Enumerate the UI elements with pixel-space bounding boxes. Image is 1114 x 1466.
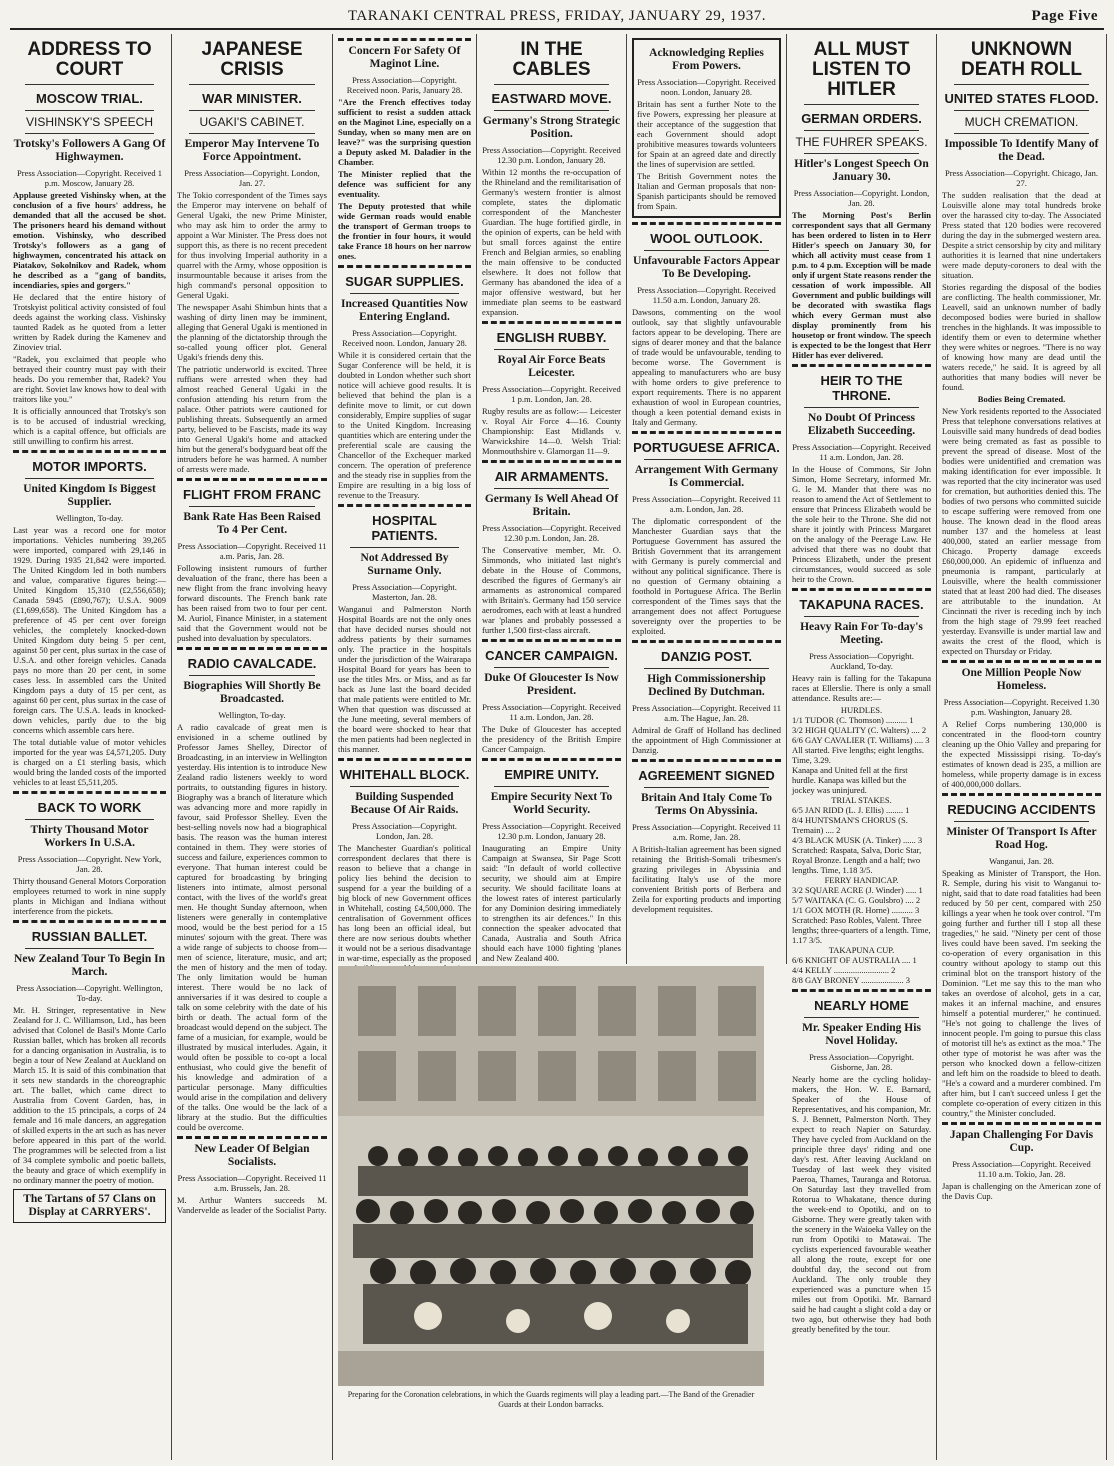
sub-war-minister: WAR MINISTER. <box>202 91 302 106</box>
headline-heir-to-throne: HEIR TO THE THRONE. <box>820 373 903 403</box>
article-body: M. Arthur Wanters succeeds M. Vandervelde as leader of the Socialist Party. <box>177 1195 327 1215</box>
band-photo-image <box>338 966 764 1386</box>
headline-reducing-accidents: REDUCING ACCIDENTS <box>947 802 1096 817</box>
headline-russian-ballet: RUSSIAN BALLET. <box>31 929 148 944</box>
article-body: The British Government notes the Italian and German proposals that non-Spanish participants should be removed from Spain. <box>637 171 776 211</box>
dateline: Press Association—Copyright. Received 11 a.m. London, Jan. 28. <box>482 702 621 722</box>
race-result-line: 3/2 SQUARE ACRE (J. Winder) ..... 1 <box>792 885 923 895</box>
article-body: It is officially announced that Trotsky's son is to be accused of industrial wrecking, which is a capital offence, but officials are still unwilling to confirm his arrest. <box>13 406 166 446</box>
article-body: The diplomatic correspondent of the Manchester Guardian says that the Portuguese Government has assured the British Government that its arrangement with Germany is purely commercial and without any political significance. There is no question of Germany obtaining a foothold in Portuguese Africa. The Berlin correspondent of the Times says that the arrangement does not affect Portuguese sovereignty over the properties to be exploited. <box>632 516 781 636</box>
dateline: Press Association—Copyright. Received noon. London, January 28. <box>342 328 467 348</box>
article-body: A Relief Corps numbering 130,000 is concentrated in the flood-torn country cleaning up the Ohio Valley and preparing for the expected Mississippi rising. To-day's estimates of known dead is 235, a million are homeless, while property damage is in excess of 400,000,000 dollars. <box>942 719 1101 789</box>
article-body: The Morning Post's Berlin correspondent says that all Germany has been ordered to listen in to Herr Hitler's speech on January 30, for which all activity must cease from 1 p.m. to 4 p.m. Exception will be made only if urgent State reasons render the cessation of work impossible. All Government and public buildings will be decorated with swastika flags which every German must also display prominently from his housetop or front window. The speech is expected to be the longest that Herr Hitler has ever delivered. <box>792 210 931 360</box>
dateline: Press Association—Copyright. Received 12.30 p.m. London, January 28. <box>482 145 621 165</box>
race-result-line: 8/8 GAY BRONEY .................... 3 <box>792 975 911 985</box>
headline-danzig: DANZIG POST. <box>660 649 752 664</box>
headline-english-rugby: ENGLISH RUBBY. <box>496 330 607 345</box>
article-body: The Tokio correspondent of the Times says the Emperor may intervene on behalf of General Ugaki, the new Prime Minister, who may ask him to order the army to appoint a War Minister. The Press does not support this, as there is no recent precedent for thus involving Imperial authority in a quarrel with the Army, whose opposition is insurmountable because it arises from the high command's personal opposition to General Ugaki. <box>177 190 327 300</box>
article-body: Mr. H. Stringer, representative in New Zealand for J. C. Williamson, Ltd., has been advised that Colonel de Basil's Monte Carlo Russian ballet, which has broken all records for a dancing organisation in Australia, is to begin a tour of New Zealand at Auckland on March 15. It is said of this combination that it sets new standards in the choreographic art. The ballet, which came direct to Australia from Covent Garden, has, in addition to the 15 principals, a corps of 24 female and 16 male dancers, an aggregation of skilled experts in the art such as has never before appeared in this part of the world. The programmes will be selected from a list of 34 complete symbolic and poetic ballets, the beauty and grace of which exemplify in no ordinary manner the poetry of motion. <box>13 1005 166 1185</box>
dateline: Press Association—Copyright. Received 1 p.m. Moscow, January 28. <box>17 168 162 188</box>
race-result-line: Kanapa and United fell at the first hurdle. Kanapa was killed but the jockey was uninjured. <box>792 765 908 795</box>
column-4 <box>477 34 627 964</box>
column-7 <box>937 34 1107 1460</box>
article-body: Within 12 months the re-occupation of the Rhineland and the remilitarisation of Germany's western frontier is almost complete, states the diplomatic correspondent of the Manchester Guardian. The huge fortified girdle, in the opinion of experts, can be held with but small forces against the entire French and Belgian armies, so enabling the main offensive to be conducted elsewhere. It does not follow that Germany has abandoned the idea of a major offensive westward, but her immediate plan seems to be eastward expansion. <box>482 167 621 317</box>
dateline: Press Association—Copyright. Received 11 a.m. Rome, Jan. 28. <box>632 822 781 842</box>
deck-hospital: Not Addressed By Surname Only. <box>360 552 449 577</box>
article-body: The newspaper Asahi Shimbun hints that a washing of dirty linen may be imminent, alleging that General Ugaki is mentioned in the planning of the dictatorship through the so-called young officer plot. General Ugaki's friends deny this. <box>177 302 327 362</box>
sub-moscow-trial: MOSCOW TRIAL. <box>36 91 143 106</box>
dateline: Press Association—Copyright. Received 12.30 p.m. London, January 28. <box>482 821 621 841</box>
deck-radio: Biographies Will Shortly Be Broadcasted. <box>183 680 321 705</box>
race-result-line: FERRY HANDICAP. <box>824 875 899 885</box>
dateline: Press Association—Copyright. New York, Jan. 28. <box>17 854 162 874</box>
headline-agreement-signed: AGREEMENT SIGNED <box>638 768 775 783</box>
dateline: Wellington, To-day. <box>218 710 286 720</box>
deck-nearly-home: Mr. Speaker Ending His Novel Holiday. <box>802 1022 921 1047</box>
headline-hospital: HOSPITAL PATIENTS. <box>371 513 438 543</box>
column-6 <box>787 34 937 1460</box>
masthead <box>10 6 1104 30</box>
deck-sugar: Increased Quantities Now Entering England. <box>341 298 468 323</box>
deck-races: Heavy Rain For To-day's Meeting. <box>800 621 923 646</box>
race-result-line: 6/6 KNIGHT OF AUSTRALIA .... 1 <box>792 955 917 965</box>
headline-nearly-home: NEARLY HOME <box>814 998 909 1013</box>
headline-wool: WOOL OUTLOOK. <box>650 231 763 246</box>
sub-german-orders: GERMAN ORDERS. <box>801 111 922 126</box>
headline-address-to-court: ADDRESS TO COURT <box>27 39 152 80</box>
subhead-bodies-cremated: Bodies Being Cremated. <box>977 394 1066 404</box>
article-body: Stories regarding the disposal of the bodies are conflicting. The health commissioner, Mr. Leavell, said an unknown number of badly decomposed bodies were buried in shallow trenches in the highlands. It was impossible to identify them or even to determine whether they were whites or negroes. "There is no way of knowing how many are dead until the waters recede," he said. It is agreed by all authorities that many bodies will never be found. <box>942 282 1101 392</box>
deck-cancer: Duke Of Gloucester Is Now President. <box>484 672 619 697</box>
headline-sugar: SUGAR SUPPLIES. <box>345 274 464 289</box>
deck-wool: Unfavourable Factors Appear To Be Developing. <box>633 255 780 280</box>
dateline: Press Association—Copyright. Chicago, Jan. 27. <box>945 168 1098 188</box>
deck-emperor: Emperor May Intervene To Force Appointment. <box>184 138 320 163</box>
headline-japanese-crisis: JAPANESE CRISIS <box>201 39 303 80</box>
dateline: Press Association—Copyright. Received 1.30 p.m. Washington, January 28. <box>943 697 1100 717</box>
article-body: Thirty thousand General Motors Corporation employees returned to work in nine supply plants in Michigan and Indiana without interference from the pickets. <box>13 876 166 916</box>
deck-davis-cup: Japan Challenging For Davis Cup. <box>949 1129 1094 1154</box>
dateline: Press Association—Copyright. Received 1 p.m. London, Jan. 28. <box>482 384 621 404</box>
article-body: "Are the French effectives today sufficient to resist a sudden attack on the Maginot Line, especially on a Sunday, when so many men are on leave?" was the surprising question a Deputy asked M. Daladier in the Chamber. <box>338 97 471 167</box>
sub-ugaki: UGAKI'S CABINET. <box>199 115 305 129</box>
article-body: In the House of Commons, Sir John Simon, Home Secretary, informed Mr. G. le M. Mander that there was no reason to amend the Act of Settlement to ensure that Princess Elizabeth would be the sole heir to the Throne. She did not share it jointly with Princess Margaret on the analogy of the Peerage Law. He advised that there was no doubt that Princess Elizabeth, under the present circumstances, would succeed as sole heir to the Crown. <box>792 464 931 584</box>
dateline: Press Association—Copyright. Received noon. Paris, January 28. <box>346 75 463 95</box>
article-body: Following insistent rumours of further devaluation of the franc, there has been a new flight from the franc involving heavy forward discounts. The French bank rate has been raised from two to four per cent. M. Auriol, Finance Minister, in a statement said that the Government would not be pushed into devaluation by speculators. <box>177 563 327 643</box>
article-body: The Minister replied that the defence was sufficient for any eventuality. <box>338 169 471 199</box>
deck-whitehall: Building Suspended Because Of Air Raids. <box>350 791 459 816</box>
article-body: Admiral de Graff of Holland has declined the appointment of High Commissioner at Danzig. <box>632 725 781 755</box>
headline-all-must-listen: ALL MUST LISTEN TO HITLER <box>812 39 911 100</box>
headline-cancer-campaign: CANCER CAMPAIGN. <box>485 648 618 663</box>
dateline: Press Association—Copyright. Received noon. London, January 28. <box>637 77 776 97</box>
article-body: The patriotic underworld is excited. Three ruffians were arrested when they had almost reached General Ugaki in the confusion attending his return from the palace. Other patriots were cautioned for publishing threats. Subsequently an armed party, believed to be Fascists, made its way into General Ugaki's home and attacked him but the general's bodyguard beat off the intruders before he was harmed. A number of arrests were made. <box>177 364 327 474</box>
deck-motor: United Kingdom Is Biggest Supplier. <box>23 483 156 508</box>
deck-danzig: High Commissionership Declined By Dutchman. <box>647 673 766 698</box>
column-5 <box>627 34 787 964</box>
dateline: Press Association—Copyright. Wellington, To-day. <box>16 983 163 1003</box>
race-result-line: 4/4 KELLY .......................... 2 <box>792 965 896 975</box>
article-body: The total dutiable value of motor vehicles imported for the year was £4,571,205. Duty is charged on a £1 sterling basis, which would bring the landed costs of the imported vehicles to at least £5,511,205. <box>13 737 166 787</box>
sub-eastward-move: EASTWARD MOVE. <box>491 91 612 106</box>
sub-fuhrer: THE FUHRER SPEAKS. <box>795 135 928 149</box>
article-body: "Radek, you exclaimed that people who betrayed their country must pay with their heads. Do you remember that, Radek? You are right. Soviet law knows how to deal with traitors like you." <box>13 354 166 404</box>
race-result-line: 1/1 GOX MOTH (R. Horne) .......... 3 <box>792 905 920 915</box>
dateline: Press Association—Copyright. Received 11 a.m. London, Jan. 28. <box>792 442 931 462</box>
deck-million-homeless: One Million People Now Homeless. <box>961 667 1082 692</box>
deck-franc: Bank Rate Has Been Raised To 4 Per Cent. <box>183 511 321 536</box>
article-body: Rugby results are as follow:— Leicester v. Royal Air Force 4—16. County Championship: East Midlands v. Warwickshire 14—0. Welsh Trial: Monmouthshire v. Glamorgan 11—9. <box>482 406 621 456</box>
race-result-line: TRIAL STAKES. <box>831 795 892 805</box>
dateline: Press Association—Copyright. Auckland, To-day. <box>809 651 914 671</box>
dateline: Press Association—Copyright. London, Jan. 28. <box>793 188 930 208</box>
deck-empire: Empire Security Next To World Security. <box>490 791 613 816</box>
race-results <box>792 705 931 985</box>
deck-rugby: Royal Air Force Beats Leicester. <box>497 354 606 379</box>
race-result-line: 6/6 GAY CAVALIER (T. Williams) .... 3 <box>792 735 930 745</box>
photo-caption: Preparing for the Coronation celebrations, in which the Guards regiments will play a leading part.—The Band of the Grenadier Guards at their London barracks. <box>347 1390 755 1409</box>
deck-maginot: Concern For Safety Of Maginot Line. <box>348 45 461 70</box>
dateline: Press Association—Copyright. Received 11 a.m. London, Jan. 28. <box>632 494 781 514</box>
headline-portuguese-africa: PORTUGUESE AFRICA. <box>633 440 780 455</box>
deck-ballet: New Zealand Tour To Begin In March. <box>14 953 165 978</box>
race-result-line: 5/7 WAITAKA (C. G. Goulsbro) .... 2 <box>792 895 921 905</box>
article-body: Inaugurating an Empire Unity Campaign at Swansea, Sir Page Scott said: "In default of world collective security, we should aim at Empire security. We should facilitate loans at the lowest rates of interest particularly for any Dominion desiring immediately to strengthen its air defences." In this connection the speaker advocated that Canada, Australia and South Africa should each have 1000 fighting 'planes and New Zealand 400. <box>482 843 621 963</box>
race-result-line: 8/4 HUNTSMAN'S CHORUS (S. Tremain) .... 2 <box>792 815 908 835</box>
deck-air: Germany Is Well Ahead Of Britain. <box>484 493 619 518</box>
deck-identify-dead: Impossible To Identify Many of the Dead. <box>944 138 1099 163</box>
masthead-title: TARANAKI CENTRAL PRESS, FRIDAY, JANUARY 29, 1937. <box>347 8 767 24</box>
deck-belgian: New Leader Of Belgian Socialists. <box>194 1143 310 1168</box>
article-body: Applause greeted Vishinsky when, at the conclusion of a five hours' address, he demanded that all the accused be shot. The prisoners heard his demand without emotion. Vishinsky, who described Trotsky's followers as a gang of highwaymen, concentrated his attack on Piatakov, Sokolnikov and Radek, whom he described as a "gang of bandits, incendiaries, spies and gorgers." <box>13 190 166 290</box>
article-body: He declared that the entire history of Trotskyist political activity consisted of foul deeds against the working class. Vishinsky taunted Radek as he quoted from a letter written by Radek during the Kamenev and Zinoviev trial. <box>13 292 166 352</box>
article-body: Last year was a record one for motor importations. Vehicles numbering 39,265 were imported, compared with 29,146 in 1929. During 1935 21,842 were imported. The United Kingdom led in both numbers and value, comparative figures being:— United Kingdom 15,310 (£2,556,658); Canada 5945 (£890,767); U.S.A. 9009 (£1,699,658). The United Kingdom has a preference of 45 per cent over foreign vehicles, the completely knocked-down United Kingdom duty being 5 per cent, against 50 per cent, plus surtax in the case of U.S.A. and other foreign vehicles. Canada pays no more than 20 per cent, in some cases less. In assembled cars the United Kingdom pays a duty of 15 per cent, as against 60 per cent, plus surtax in the case of foreign cars. The U.S.A. leads in knocked-down vehicles, partly due to the big concerns which assemble cars here. <box>13 525 166 735</box>
headline-empire-unity: EMPIRE UNITY. <box>504 767 599 782</box>
dateline: Press Association—Copyright. Received 11 a.m. Brussels, Jan. 28. <box>177 1173 327 1193</box>
article-body: New York residents reported to the Associated Press that telephone conversations relatives at Louisville said many hundreds of dead bodies were being cremated as fast as possible to prevent the spread of disease. Most of the bodies were unidentified and cremation was making identification for ever impossible. It was reported that the city incinerator was used for cremation, but authorities denied this. The bodies of two persons who committed suicide to escape suffering were removed from one house. The known dead in the flood areas number 137 and the homeless at least 400,000, stated an earlier message from Chicago. Property damage exceeds £60,000,000. An epidemic of influenza and pneumonia is rampant, particularly at Louisville, where the health commissioner stated that at least 200 had died. The diseases are attributable to the inundation. At Cincinnati the river is receding inch by inch from the high stage of 79.99 feet reached yesterday. Evansville is under martial law and awaits the crest of the flood, which is expected on Thursday or Friday. <box>942 406 1101 656</box>
article-body: Nearly home are the cycling holiday-makers, the Hon. W. E. Barnard, Speaker of the House of Representatives, and his companion, Mr. S. J. Bennett, Palmerston North. They expect to reach Napier on Saturday. They have cycled from Auckland on the principle three days' riding and one day's rest. After leaving Auckland on Tuesday of last week they visited Paeroa, Thames, Tauranga and Rotorua. On Saturday last they travelled from Rotorua to Whakatane, thence during the week-end to Opotiki, and on to Gisborne. They were greatly taken with the scenery in the Waioeka Valley on the run from Opotiki to Matawai. The cyclists experienced favourable weather all along the route, except for one doubtful day, the second out from Auckland. The only trouble they experienced was a puncture when 15 miles out from Opotiki. Mr. Barnard said he had caught a slight cold a day or two ago, but otherwise they had both greatly benefited by the tour. <box>792 1074 931 1334</box>
article-body: Japan is challenging on the American zone of the Davis Cup. <box>942 1181 1101 1201</box>
dateline: Wanganui, Jan. 28. <box>989 856 1054 866</box>
column-2 <box>172 34 333 1460</box>
dateline: Press Association—Copyright. Received 11.10 a.m. Tokio, Jan. 28. <box>952 1159 1091 1179</box>
headline-radio-cavalcade: RADIO CAVALCADE. <box>187 656 317 671</box>
race-result-line: All started. Five lengths; eight lengths. Time, 3.29. <box>792 745 924 765</box>
deck-agreement: Britain And Italy Come To Terms On Abyssinia. <box>641 792 772 817</box>
race-result-line: TAKAPUNA CUP. <box>828 945 895 955</box>
page-number: Page Five <box>1031 8 1098 24</box>
deck-work: Thirty Thousand Motor Workers In U.S.A. <box>30 824 149 849</box>
article-body: Speaking as Minister of Transport, the Hon. R. Semple, during his visit to Wanganui to-night, said that to date road fatalities had been reduced by 50 per cent, compared with 250 killings a year when he took over control. "I'm going further and further till I stop all these tragedies," he said. "Ninety per cent of those lives could have been saved. I'm seeking the co-operation of every organisation in this country without apology to stamp out this criminal blot on the transport history of the Dominion. "Let me say this to the man who takes an overdose of alcohol, gets in a car, makes it an infernal machine, and ensures himself a potential murderer," he continued. "He's not going to challenge the lives of innocent people. I'm going to pursue this class of motorist till he's as extinct as the moa." The other type of motorist he was after was the person who knocked down a fellow-citizen and left him on the roadside to bleed to death. "He's a coward and a murderer combined. I'm after him, but I can't succeed unless I get the complete co-operation of every citizen in this country," the Minister concluded. <box>942 868 1101 1118</box>
headline-takapuna-races: TAKAPUNA RACES. <box>799 597 924 612</box>
deck-powers: Acknowledging Replies From Powers. <box>649 47 764 72</box>
race-result-line: 3/2 HIGH QUALITY (C. Walters) .... 2 <box>792 725 927 735</box>
dateline: Press Association—Copyright. Masterton, Jan. 28. <box>352 582 457 602</box>
dateline: Press Association—Copyright. Received 11.50 a.m. London, January 28. <box>637 285 776 305</box>
article-body: The sudden realisation that the dead at Louisville alone may total hundreds broke over the harassed city to-day. The Associated Press stated that 120 bodies were recovered during the day in the submerged western area. Despite a strict censorship by city and military authorities it is learned that nine undertakers were made deputy-coroners to deal with the situation. <box>942 190 1101 280</box>
race-result-line: 4/3 BLACK MUSK (A. Tinker) ...... 3 <box>792 835 923 845</box>
article-body: Dawsons, commenting on the wool outlook, say that slightly unfavourable factors appear to be developing. There are signs of dearer money and that the balance of trade would be unfavourable, tending to become worse. The Government is appealing to manufacturers who are busy with home orders to give preference to export requirements. There is no apparent exhaustion of wool in European countries, though a keen potential demand exists in Italy and Germany. <box>632 307 781 427</box>
article-body: The Manchester Guardian's political correspondent declares that there is reason to believe that a change in policy lies behind the decision to suspend for a year the building of a big block of new Government offices in Whitehall, costing £4,500,000. The centralisation of Government offices has long been an official ideal, but there are now serious doubts whether it would not be a serious disadvantage in war-time, especially as the proposed <box>338 843 471 963</box>
deck-hitler-speech: Hitler's Longest Speech On January 30. <box>794 158 929 183</box>
headline-motor-imports: MOTOR IMPORTS. <box>32 459 147 474</box>
deck-road-hog: Minister Of Transport Is After Road Hog. <box>946 826 1097 851</box>
race-result-line: Scratched: Paso Robles, Valent. Three lengths; three-quarters of a length. Time, 1.17 3/5. <box>792 915 931 945</box>
deck-portuguese: Arrangement With Germany Is Commercial. <box>634 464 779 489</box>
race-result-line: Scratched: Raspata, Salva, Doric Star, Royal Bronze. Length and a half; two lengths. Time, 1.18 3/5. <box>792 845 922 875</box>
race-result-line: HURDLES. <box>840 705 883 715</box>
deck-trotsky: Trotsky's Followers A Gang Of Highwaymen. <box>13 138 166 163</box>
article-body: The Conservative member, Mr. O. Simmonds, who initiated last night's debate in the House of Commons, described the figures of Germany's air armaments as astronomical compared with Britain's. Germany had 150 service aerodromes, each with at least a hundred war 'planes and probably possessed a further 1,500 first-class aircraft. <box>482 545 621 635</box>
dateline: Press Association—Copyright. London, Jan. 27. <box>184 168 320 188</box>
article-body: Heavy rain is falling for the Takapuna races at Ellerslie. There is only a small attendance. Results are:— <box>792 673 931 703</box>
article-body: A radio cavalcade of great men is envisioned in a scheme outlined by Professor James Shelley, Director of Broadcasting, in an interview in Wellington yesterday. His intention is to introduce New Zealand radio listeners weekly to word portraits, to outstanding figures in history. Biography was a branch of literature which was advancing more and more rapidly in favour, said Professor Shelley. Even the best-selling novels now had a biographical basis. The reason was the human interest contained in them. They were stories of success and failure, experiences common to everyone. That human interest could be captured for broadcasting by bringing listeners into intimate, almost personal contact, with the lives of the world's great men. He thought Sunday afternoon, when listeners were generally in contemplative mood, would be the best period for a 15 minutes' sojourn with the great. There was a wide range of subjects to choose from—men of science, literature, music, and art; the men of history and the men of today. The only limitation would be human interest. There would be no lack of anniversaries if it was desired to couple a talk on some celebrity with the date of his birth or death. The actual form of the broadcast would depend on the subject. The fame of a musician, for example, would be illustrated by musical interludes. Again, it would often be possible to co-opt a local enthusiast, who could give the benefit of his knowledge and admiration of a particular personage. Many difficulties would arise in the compilation and delivery of the talks. One would be the lack of a library at the studio. But the difficulties could be overcome. <box>177 722 327 1132</box>
headline-unknown-death-roll: UNKNOWN DEATH ROLL <box>960 39 1083 80</box>
article-body: Britain has sent a further Note to the five Powers, expressing her pleasure at their acceptance of the suggestion that each Government should adopt prohibitive measures towards volunteers for Spain at an agreed date and directly the lines of supervision are settled. <box>637 99 776 169</box>
box-powers <box>632 38 781 218</box>
article-body: The Duke of Gloucester has accepted the presidency of the British Empire Cancer Campaign. <box>482 724 621 754</box>
article-body: While it is considered certain that the Sugar Conference will be held, it is doubted in London whether such short notice will achieve good results. It is believed that behind the plan is a definite move to limit, or cut down considerably, Empire supplies of sugar to the United Kingdom. Increasing quantities which are entering under the preferential scale are causing the Chancellor of the Exchequer marked concern. The operation of preference and the steady rise in supplies from the Empire are resulting in a big loss of revenue to the Treasury. <box>338 350 471 500</box>
deck-germany-strategic: Germany's Strong Strategic Position. <box>482 115 621 140</box>
sub-cremation: MUCH CREMATION. <box>964 115 1079 129</box>
dateline: Wellington, To-day. <box>55 513 124 523</box>
column-1 <box>8 34 172 1460</box>
dateline: Press Association—Copyright. London, Jan. 28. <box>352 821 457 841</box>
advert-tartans: The Tartans of 57 Clans on Display at CARRYERS'. <box>13 1189 166 1223</box>
race-result-line: 6/5 JAN RIDD (L. J. Ellis) ........ 1 <box>792 805 910 815</box>
dateline: Press Association—Copyright. Gisborne, Jan. 28. <box>809 1052 914 1072</box>
photo-grenadier-guards <box>338 966 764 1438</box>
sub-vishinsky: VISHINSKY'S SPEECH <box>26 115 153 129</box>
column-3 <box>333 34 477 964</box>
dateline: Press Association—Copyright. Received 11 a.m. Paris, Jan. 28. <box>177 541 327 561</box>
article-body: The Deputy protested that while wide German roads would enable the transport of German troops to the frontier in four hours, it would take France 18 hours on her narrow ones. <box>338 201 471 261</box>
article-body: A British-Italian agreement has been signed retaining the British-Somali tribesmen's grazing privileges in Abyssinia and facilitating Italy's use of the more convenient British ports of Berbera and Zeila for exporting products and importing development requisites. <box>632 844 781 914</box>
dateline: Press Association—Copyright. Received 12.30 p.m. London, Jan. 28. <box>482 523 621 543</box>
headline-in-the-cables: IN THE CABLES <box>512 39 591 80</box>
headline-air-armaments: AIR ARMAMENTS. <box>494 469 609 484</box>
sub-us-flood: UNITED STATES FLOOD. <box>944 91 1099 106</box>
dateline: Press Association—Copyright. Received 11 a.m. The Hague, Jan. 28. <box>632 703 781 723</box>
headline-whitehall: WHITEHALL BLOCK. <box>339 767 470 782</box>
article-body: Wanganui and Palmerston North Hospital Boards are not the only ones that have decided nurses should not address patients by their surnames only. The practice in the hospitals under the jurisdiction of the Wairarapa Hospital Board for years has been to use the titles Mrs. or Miss, and as far back as June last the board decided that male patients were entitled to Mr. When that question was discussed at the June meeting, several members of the board were shocked to hear that the men patients had been neglected in this manner. <box>338 604 471 754</box>
race-result-line: 1/1 TUDOR (C. Thomson) .......... 1 <box>792 715 914 725</box>
deck-throne: No Doubt Of Princess Elizabeth Succeeding. <box>807 412 916 437</box>
headline-back-to-work: BACK TO WORK <box>37 800 142 815</box>
headline-flight-from-franc: FLIGHT FROM FRANC <box>183 487 321 502</box>
